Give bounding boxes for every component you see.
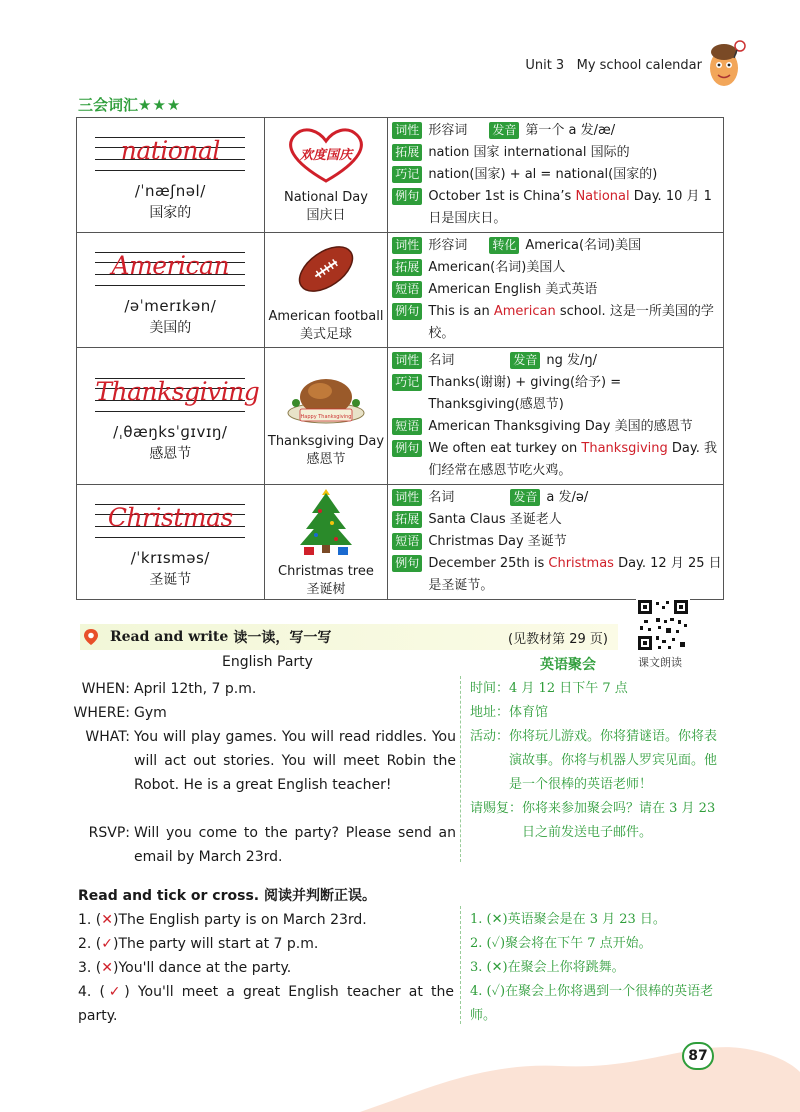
section-title: 三会词汇★★★ <box>78 96 182 114</box>
detail-row-what: WHAT: You will play games. You will read riddles. You will act out stories. You will meet Robin the Robot. He is a great English teacher! <box>85 729 456 793</box>
textbook-reference: (见教材第 29 页) <box>508 631 608 647</box>
picture-caption-en: Thanksgiving Day <box>267 434 385 449</box>
detail-row-when: WHEN: April 12th, 7 p.m. <box>81 681 257 697</box>
tag-extend: 拓展 <box>392 144 422 161</box>
answer-item: 1. (✕)英语聚会是在 3 月 23 日。 <box>470 912 666 927</box>
tag-phrase: 短语 <box>392 418 422 435</box>
tag-convert: 转化 <box>489 237 519 254</box>
detail-row-where: WHERE: Gym <box>73 705 167 721</box>
word-cell <box>77 233 265 348</box>
location-pin-icon <box>82 628 100 646</box>
column-divider <box>460 906 461 1024</box>
example-sentence: October 1st is China’s National Day. 10 月 1 日是国庆日。 <box>428 189 712 226</box>
party-details-en <box>60 677 456 869</box>
writing-lines <box>95 501 245 541</box>
check-mark: ✓ <box>101 936 114 952</box>
turkey-icon <box>284 363 368 427</box>
check-mark: ✓ <box>491 984 500 999</box>
answer-item: 4. (✓)在聚会上你将遇到一个很棒的英语老师。 <box>470 984 714 1023</box>
cross-mark: ✕ <box>491 960 503 975</box>
question-item: 1. (✕)The English party is on March 23rd. <box>78 912 367 928</box>
tag-phrase: 短语 <box>392 533 422 550</box>
tag-trick: 巧记 <box>392 374 422 391</box>
unit-title: My school calendar <box>576 58 702 73</box>
phonetic: /ˈnæʃnəl/ <box>134 182 206 200</box>
cross-mark: ✕ <box>101 960 114 976</box>
party-title-en: English Party <box>222 654 313 670</box>
picture-cell <box>264 348 388 485</box>
star-rating: ★★★ <box>138 96 182 114</box>
national-day-logo-text: 欢度国庆 <box>299 148 352 163</box>
qr-label: 课文朗读 <box>638 656 682 669</box>
thanksgiving-banner-text: Happy Thanksgiving <box>300 414 352 420</box>
cross-mark: ✕ <box>491 912 503 927</box>
example-sentence: This is an American school. 这是一所美国的学校。 <box>428 304 714 341</box>
national-day-heart-image <box>281 125 371 183</box>
detail-row-cn-rsvp: 请赐复： 你将来参加聚会吗？请在 3 月 23 日之前发送电子邮件。 <box>470 801 716 840</box>
word-cell <box>77 118 265 233</box>
word-script: American <box>111 251 230 280</box>
unit-label: Unit 3 <box>525 58 565 73</box>
tag-pronunciation: 发音 <box>489 122 519 139</box>
question-item: 3. (✕)You'll dance at the party. <box>78 960 292 976</box>
picture-caption-en: National Day <box>283 190 368 205</box>
word-meaning: 美国的 <box>149 320 192 336</box>
qr-code-icon[interactable] <box>636 598 690 652</box>
vocab-row-american <box>77 233 724 348</box>
question-item: 4. (✓) You'll meet a great English teacher at the party. <box>78 984 454 1024</box>
tag-pos: 词性 <box>392 489 422 506</box>
tag-pronunciation: 发音 <box>510 489 540 506</box>
check-mark: ✓ <box>491 936 500 951</box>
writing-lines <box>95 375 260 415</box>
info-cell: 词性 形容词 发音 第一个 a 发/æ/ 拓展 nation 国家 international 国际的 巧记 nation(国家) + al = national(国家的) 例句 October 1st is China’s National Day. 10 月 1 日是国庆日。 <box>388 118 724 233</box>
info-cell: 词性 名词 发音 ng 发/ŋ/ 巧记 Thanks(谢谢) + giving(给予) = Thanksgiving(感恩节) 短语 American Thanksgiving Day 美国的感恩节 例句 We often eat turkey on Thanksgiving Day. 我们经常在感恩节吃火鸡。 <box>388 348 724 485</box>
phonetic: /ˌθæŋksˈɡɪvɪŋ/ <box>113 423 228 441</box>
picture-caption-cn: 感恩节 <box>306 452 346 467</box>
writing-lines <box>95 249 245 289</box>
word-cell <box>77 485 265 600</box>
picture-cell <box>264 485 388 600</box>
read-write-title-cn: 读一读，写一写 <box>233 630 332 646</box>
word-script: Thanksgiving <box>95 377 260 406</box>
detail-row-cn-when: 时间： 4 月 12 日下午 7 点 <box>470 681 628 696</box>
tag-trick: 巧记 <box>392 166 422 183</box>
tag-phrase: 短语 <box>392 281 422 298</box>
tick-answers-cn <box>470 908 728 1028</box>
tag-example: 例句 <box>392 303 422 320</box>
running-header <box>525 58 702 73</box>
tick-cross-title: Read and tick or cross. 阅读并判断正误。 <box>78 888 376 904</box>
picture-caption-en: American football <box>268 309 384 324</box>
phonetic: /ˈkrɪsməs/ <box>130 549 210 567</box>
tag-example: 例句 <box>392 188 422 205</box>
picture-cell <box>264 233 388 348</box>
answer-item: 2. (✓)聚会将在下午 7 点开始。 <box>470 936 652 951</box>
word-script: Christmas <box>107 503 233 532</box>
info-cell: 词性 形容词 转化 America(名词)美国 拓展 American(名词)美国人 短语 American English 美式英语 例句 This is an American school. 这是一所美国的学校。 <box>388 233 724 348</box>
cross-mark: ✕ <box>101 912 114 928</box>
picture-cell <box>264 118 388 233</box>
word-cell <box>77 348 265 485</box>
example-sentence: December 25th is Christmas Day. 12 月 25 日是圣诞节。 <box>428 556 722 593</box>
question-item: 2. (✓)The party will start at 7 p.m. <box>78 936 319 952</box>
mascot-icon <box>704 38 746 90</box>
answer-item: 3. (✕)在聚会上你将跳舞。 <box>470 960 625 975</box>
phonetic: /əˈmerɪkən/ <box>124 297 217 315</box>
vocab-row-christmas <box>77 485 724 600</box>
read-write-banner <box>80 624 618 650</box>
word-meaning: 圣诞节 <box>149 572 192 588</box>
picture-caption-cn: 美式足球 <box>299 327 352 342</box>
detail-row-cn-where: 地址： 体育馆 <box>470 705 549 720</box>
page-number: 87 <box>682 1042 714 1070</box>
column-divider <box>460 676 461 862</box>
tag-extend: 拓展 <box>392 511 422 528</box>
example-sentence: We often eat turkey on Thanksgiving Day. 我们经常在感恩节吃火鸡。 <box>428 441 717 478</box>
picture-caption-cn: 国庆日 <box>306 208 346 223</box>
party-details-cn <box>470 677 725 845</box>
vocab-table <box>76 117 724 600</box>
word-script: national <box>120 136 220 165</box>
football-icon <box>291 236 361 302</box>
writing-lines <box>95 134 245 174</box>
tick-questions <box>78 908 454 1028</box>
tag-pronunciation: 发音 <box>510 352 540 369</box>
tag-example: 例句 <box>392 555 422 572</box>
word-meaning: 感恩节 <box>149 446 192 462</box>
tag-example: 例句 <box>392 440 422 457</box>
tag-extend: 拓展 <box>392 259 422 276</box>
footer-decoration <box>360 1022 800 1112</box>
tag-pos: 词性 <box>392 352 422 369</box>
read-write-title-en: Read and write <box>110 629 229 645</box>
picture-caption-en: Christmas tree <box>278 564 374 579</box>
check-mark: ✓ <box>105 984 125 1000</box>
vocab-row-national <box>77 118 724 233</box>
tag-pos: 词性 <box>392 237 422 254</box>
vocab-row-thanksgiving <box>77 348 724 485</box>
info-cell: 词性 名词 发音 a 发/ə/ 拓展 Santa Claus 圣诞老人 短语 Christmas Day 圣诞节 例句 December 25th is Christmas Day. 12 月 25 日是圣诞节。 <box>388 485 724 600</box>
christmas-tree-icon <box>296 485 356 557</box>
tag-pos: 词性 <box>392 122 422 139</box>
party-title-cn: 英语聚会 <box>540 657 596 673</box>
detail-row-cn-what: 活动： 你将玩儿游戏。你将猜谜语。你将表演故事。你将与机器人罗宾见面。他是一个很棒的英语老师！ <box>470 729 718 792</box>
detail-row-rsvp: RSVP: Will you come to the party? Please send an email by March 23rd. <box>88 825 456 865</box>
word-meaning: 国家的 <box>149 205 192 221</box>
picture-caption-cn: 圣诞树 <box>306 582 346 597</box>
